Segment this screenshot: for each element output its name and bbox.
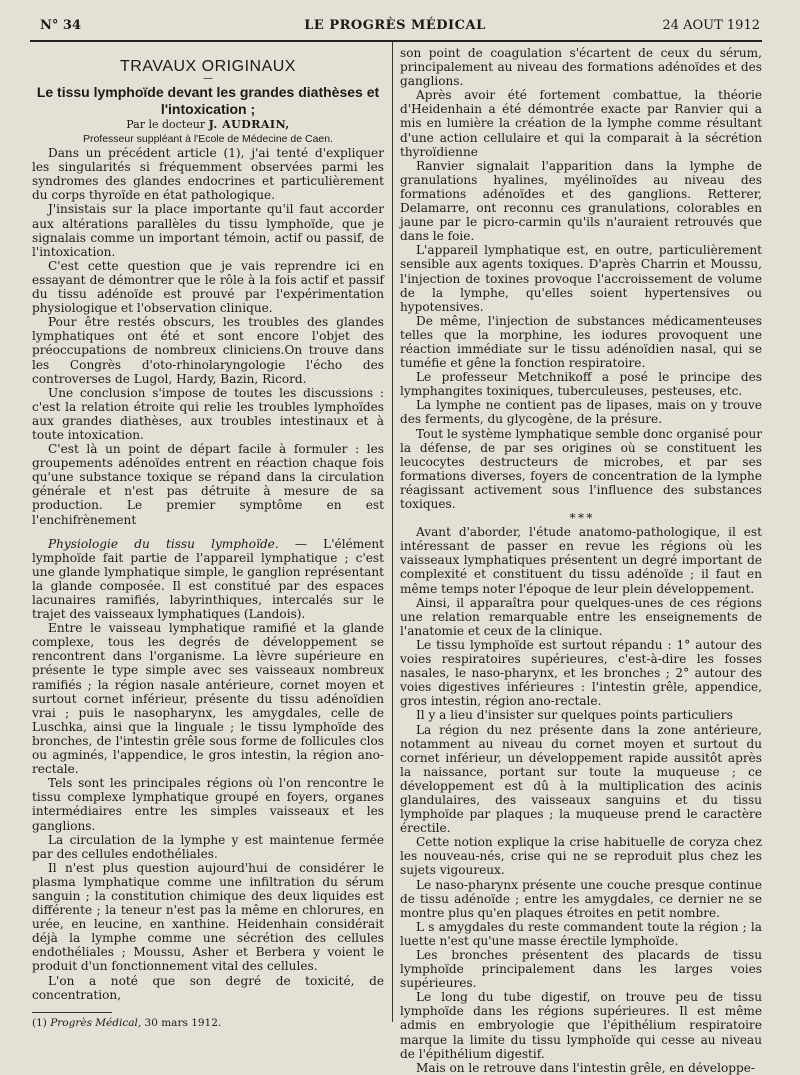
paragraph: L'appareil lymphatique est, en outre, particulièrement sensible aux agents toxiques. D'après Charrin et Moussu, l'injection de toxines provoque l'accroissement de volume de la lymphe, qu'elles soient hypertensives ou hypotensives. [400, 243, 762, 314]
paragraph: Il y a lieu d'insister sur quelques points particuliers [416, 708, 733, 723]
paragraph: L s amygdales du reste commandent toute la région ; la luette n'est qu'une masse érectile lymphoïde. [400, 919, 762, 948]
paragraph: La circulation de la lymphe y est maintenue fermée par des cellules endothéliales. [32, 832, 384, 861]
title-dash: — [203, 73, 213, 85]
paragraph: Le naso-pharynx présente une couche presque continue de tissu adénoïde ; entre les amygdales, ce dernier ne se montre plus qu'en plaques étroites en petit nombre. [400, 877, 762, 920]
paragraph: Ainsi, il apparaîtra pour quelques-unes de ces régions une relation remarquable entre les enseignements de l'anatomie et ceux de la clinique. [400, 595, 762, 638]
paragraph: Le professeur Metchnikoff a posé le principe des lymphangites toxiniques, tuberculeuses, pesteuses, etc. [400, 370, 762, 399]
paragraph: Entre le vaisseau lymphatique ramifié et la glande complexe, tous les degrés de développement se rencontrent dans l'organisme. La lèvre supérieure en présente le type simple avec ses vaisseaux nombreux ramifiés ; la région nasale antérieure, cornet moyen et surtout cornet inférieur, présente du tissu adénoïdien vrai ; puis le nasopharynx, les amygdales, celle de Luschka, ainsi que la linguale ; le tissu lymphoïde des bronches, de l'intestin grêle sous forme de follicules clos ou agminés, l'appendice, le gros intestin, la région ano-rectale. [32, 621, 384, 777]
header-rule [30, 40, 762, 42]
paragraph: Le tissu lymphoïde est surtout répandu : 1° autour des voies respiratoires supérieures, c'est-à-dire les fosses nasales, le naso-pharynx, et les bronches ; 2° autour des voies digestives inférieures : l'intestin grêle, appendice, gros intestin, région ano-rectale. [400, 637, 762, 709]
paragraph: La région du nez présente dans la zone antérieure, notamment au niveau du cornet moyen et surtout du cornet inférieur, un développement rapide aussitôt après la naissance, portant sur toute la muqueuse ; ce développement est dû à la multiplication des acinis glandulaires, des vaisseaux sanguins et du tissu lymphoïde par plaques ; la muqueuse prend le caractère érectile. [400, 722, 762, 836]
paragraph: Cette notion explique la crise habituelle de coryza chez les nouveau-nés, crise qui ne se reproduit plus chez les sujets vigoureux. [400, 835, 762, 878]
paragraph: Il n'est plus question aujourd'hui de considérer le plasma lymphatique comme une infiltration du sérum sanguin ; la constitution chimique des deux liquides est différente ; la teneur n'est pas la même en chlorures, en urée, en leucine, en xanthine. Heidenhain considérait déjà la lymphe comme une sécrétion des cellules endothéliales ; Moussu, Asher et Berbera y voient le produit d'un fonctionnement vital des cellules. [32, 860, 384, 974]
paragraph: Le long du tube digestif, on trouve peu de tissu lymphoïde dans les régions supérieures. Il est même admis en embryologie que l'épithélium respiratoire marque la limite du tissu lymphoïde qui cesse au niveau de l'épithélium digestif. [400, 990, 762, 1061]
paragraph: Les bronches présentent des placards de tissu lymphoïde principalement dans les larges voies supérieures. [400, 948, 762, 991]
paragraph: Tout le système lymphatique semble donc organisé pour la défense, de par ses origines où se constituent les leucocytes destructeurs de microbes, et par ses formations diverses, foyers de concentration de la lymphe réagissant activement sous l'influence des substances toxiques. [400, 426, 763, 511]
paragraph: Pour être restés obscurs, les troubles des glandes lymphatiques ont été et sont encore l'objet des préoccupations de nombreux cliniciens.On trouve dans les Congrès d'oto-rhinolaryngologie l'écho des controverses de Lugol, Hardy, Bazin, Ricord. [32, 315, 384, 386]
paragraph: Mais on le retrouve dans l'intestin grêle, en développe- [416, 1060, 755, 1075]
issue-number: N° 34 [40, 18, 81, 33]
paragraph: Tels sont les principales régions où l'on rencontre le tissu complexe lymphatique groupé en foyers, organes intermédiaires entre les simples vaisseaux et les ganglions. [32, 776, 384, 833]
section-separator: * * * [569, 511, 593, 526]
paragraph: La lymphe ne contient pas de lipases, mais on y trouve des ferments, du glycogène, de la présure. [400, 398, 762, 427]
paragraph: Ranvier signalait l'apparition dans la lymphe de granulations hyalines, myélinoïdes au niveau des formations adénoïdes et des ganglions. Retterer, Delamarre, ont reconnu ces granulations, colorables en jaune par le picro-carmin qu'ils n'auraient retrouvés que dans le foie. [400, 158, 762, 244]
article-title: Le tissu lymphoïde devant les grandes diathèses et l'intoxication ; [36, 84, 380, 118]
paragraph-continuation: son point de coagulation s'écartent de ceux du sérum, principalement au niveau des formations adénoïdes et des ganglions. [400, 46, 762, 89]
footnote-date: 30 mars 1912. [144, 1017, 222, 1029]
paragraph: Dans un précédent article (1), j'ai tenté d'expliquer les singularités si fréquemment observées parmi les syndromes des glandes endocrines et particulièrement du corps thyroïde en état pathologique. [32, 146, 384, 203]
footnote-number: (1) [32, 1017, 47, 1029]
paragraph: Avant d'aborder, l'étude anatomo-pathologique, il est intéressant de passer en revue les régions où les vaisseaux lymphatiques présentent un degré important de complexité et constituent du tissu adénoïde ; il faut en même temps noter l'époque de leur plein développement. [400, 525, 762, 596]
byline [32, 118, 384, 132]
byline-author: J. AUDRAIN, [208, 118, 290, 132]
author-affiliation: Professeur suppléant à l'Ecole de Médecine de Caen. [82, 133, 334, 146]
journal-name: LE PROGRÈS MÉDICAL [304, 18, 486, 33]
footnote [32, 1017, 221, 1029]
paragraph: L'on a noté que son degré de toxicité, de concentration, [32, 973, 384, 1002]
column-divider [392, 42, 393, 1022]
paragraph [32, 537, 384, 622]
left-column [32, 60, 384, 1002]
paragraph-text: — L'élément lymphoïde fait partie de l'appareil lymphatique ; c'est une glande lymphatique simple, le ganglion représentant la glande composée. Il est constitué par des espaces lacunaires ramifiés, labyrinthiques, intercalés sur le trajet des vaisseaux lymphatiques (Landois). [32, 536, 384, 622]
footnote-rule [32, 1012, 112, 1013]
section-title: TRAVAUX ORIGINAUX [120, 58, 296, 75]
paragraph: Après avoir été fortement combattue, la théorie d'Heidenhain a été démontrée exacte par Ranvier qui a mis en lumière la création de la lymphe comme résultant d'une action cellulaire et qui la comparait à la sécrétion thyroïdienne [400, 88, 762, 159]
footnote-source: Progrès Médical, [50, 1017, 142, 1029]
running-header [30, 18, 760, 38]
subsection-heading: Physiologie du tissu lymphoïde. [48, 536, 279, 551]
byline-prefix: Par le docteur [126, 118, 206, 132]
paragraph: Une conclusion s'impose de toutes les discussions : c'est la relation étroite qui relie les troubles lymphoïdes aux grandes diathèses, aux troubles intestinaux et à toute intoxication. [32, 385, 384, 442]
paragraph: C'est cette question que je vais reprendre ici en essayant de démontrer que le rôle à la fois actif et passif du tissu adénoïde est prouvé par l'expérimentation physiologique et l'observation clinique. [32, 258, 384, 316]
paragraph: J'insistais sur la place importante qu'il faut accorder aux altérations parallèles du tissu lymphoïde, que je signalais comme un important témoin, actif ou passif, de l'intoxication. [32, 202, 384, 259]
right-column [400, 46, 762, 1075]
paragraph: De même, l'injection de substances médicamenteuses telles que la morphine, les iodures provoquent une réaction immédiate sur le tissu adénoïdien nasal, qui se tuméfie et gêne la fonction respiratoire. [400, 313, 762, 371]
issue-date: 24 AOUT 1912 [662, 18, 760, 33]
paragraph: C'est là un point de départ facile à formuler : les groupements adénoïdes entrent en réaction chaque fois qu'une substance toxique se répand dans la circulation générale et n'est pas détruite à mesure de sa production. Le premier symptôme en est l'enchifrènement [32, 442, 384, 527]
